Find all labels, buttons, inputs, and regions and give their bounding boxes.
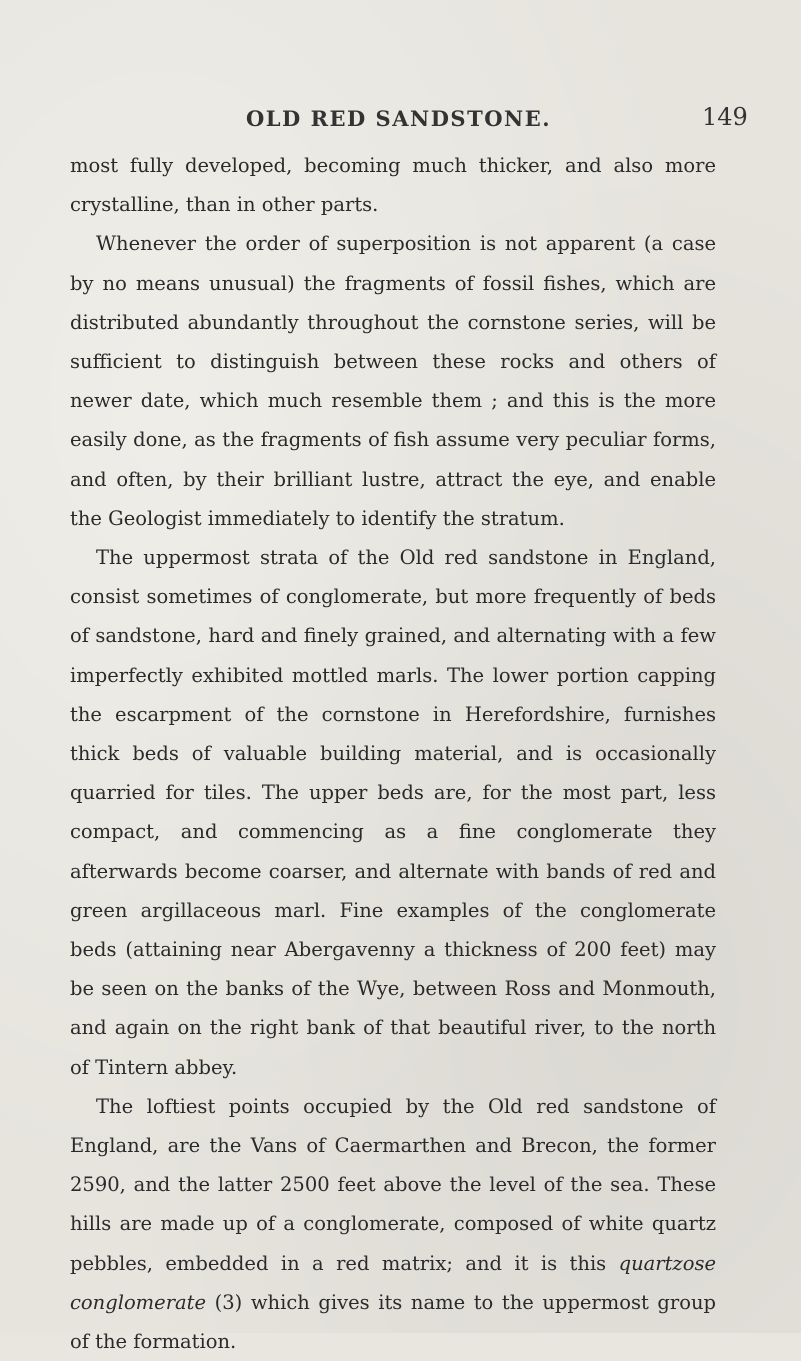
italic-term: quartzose conglomerate [70, 1251, 716, 1314]
paragraph-loftiest-points [70, 1087, 716, 1361]
paragraph-text-after: (3) which gives its name to the uppermost group of the formation. [70, 1290, 716, 1354]
running-title: OLD RED SANDSTONE. [246, 106, 552, 131]
page-number: 149 [702, 103, 748, 131]
running-head [0, 100, 801, 140]
body-text [70, 146, 716, 1361]
paragraph-continuation: most fully developed, becoming much thicker, and also more crystalline, than in other parts. [70, 154, 716, 217]
paragraph-uppermost-strata: The uppermost strata of the Old red sandstone in England, consist sometimes of conglomerate, but more frequently of beds of sandstone, hard and finely grained, and alternating with a few imperfectly exhibited mottled marls. The lower portion capping the escarpment of the cornstone in Herefordshire, furnishes thick beds of valuable building material, and is occasionally quarried for tiles. The upper beds are, for the most part, less compact, and commencing as a fine conglomerate they afterwards become coarser, and alternate with bands of red and green argillaceous marl. Fine examples of the conglomerate beds (attaining near Abergavenny a thickness of 200 feet) may be seen on the banks of the Wye, between Ross and Monmouth, and again on the right bank of that beautiful river, to the north of Tintern abbey. [70, 546, 716, 1079]
paragraph-superposition: Whenever the order of superposition is not apparent (a case by no means unusual) the fragments of fossil fishes, which are distributed abundantly throughout the cornstone series, will be sufficient to distinguish between these rocks and others of newer date, which much resemble them ; and this is the more easily done, as the fragments of fish assume very peculiar forms, and often, by their brilliant lustre, attract the eye, and enable the Geologist immediately to identify the stratum. [70, 232, 716, 530]
paragraph-text-before: The loftiest points occupied by the Old red sandstone of England, are the Vans of Caermarthen and Brecon, the former 2590, and the latter 2500 feet above the level of the sea. These hills are made up of a conglomerate, composed of white quartz pebbles, embedded in a red matrix; and it is this [70, 1094, 716, 1275]
